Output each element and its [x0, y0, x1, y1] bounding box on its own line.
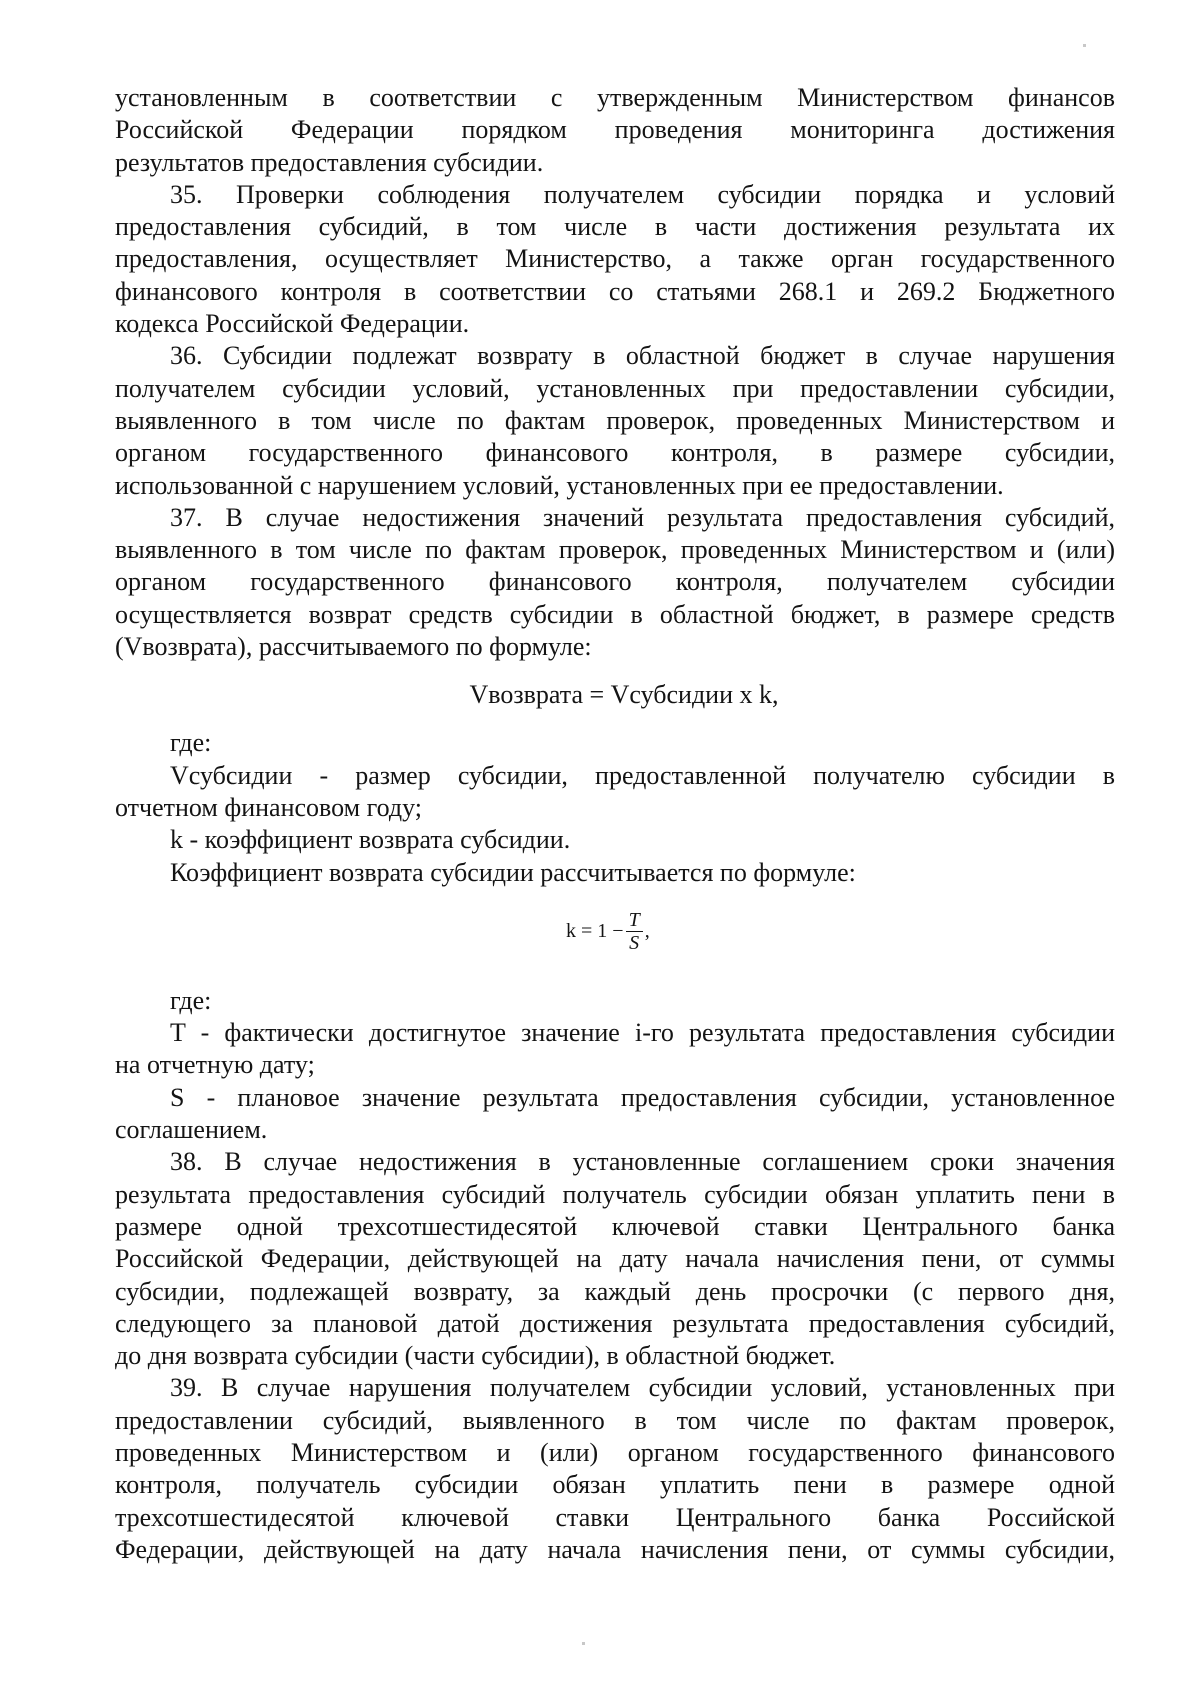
text-line: контроля, получатель субсидии обязан уплатить пени в размере одной: [115, 1470, 1115, 1500]
fraction-formula: [566, 909, 650, 954]
text-line: предоставления, осуществляет Министерство, а также орган государственного: [115, 244, 1115, 274]
text-line: соглашением.: [115, 1115, 268, 1145]
text-line: T - фактически достигнутое значение i-го результата предоставления субсидии: [170, 1018, 1115, 1048]
text-line: получателем субсидии условий, установленных при предоставлении субсидии,: [115, 373, 1115, 403]
text-line: кодекса Российской Федерации.: [115, 309, 470, 339]
text-line: осуществляется возврат средств субсидии в областной бюджет, в размере средств: [115, 599, 1115, 629]
fraction-denominator: S: [629, 931, 640, 954]
paragraph-39-start: 39. В случае нарушения получателем субсидии условий, установленных при: [170, 1373, 1115, 1403]
text-line: установленным в соответствии с утвержденным Министерством финансов: [115, 83, 1115, 112]
text-line: Федерации, действующей на дату начала начисления пени, от суммы субсидии,: [115, 1534, 1115, 1564]
where-label: где:: [170, 985, 212, 1015]
formula-v-return: Vвозврата = Vсубсидии x k,: [469, 680, 779, 710]
text-line: органом государственного финансового контроля, в размере субсидии,: [115, 438, 1115, 468]
fraction: [626, 909, 643, 954]
text-line: выявленного в том числе по фактам проверок, проведенных Министерством и (или): [115, 535, 1115, 565]
text-line: проведенных Министерством и (или) органом государственного финансового: [115, 1437, 1115, 1467]
text-line: результата предоставления субсидий получатель субсидии обязан уплатить пени в: [115, 1179, 1115, 1209]
paragraph-38-start: 38. В случае недостижения в установленные соглашением сроки значения: [170, 1147, 1115, 1177]
fraction-numerator: T: [626, 909, 643, 932]
paragraph-35-start: 35. Проверки соблюдения получателем субсидии порядка и условий: [170, 179, 1115, 209]
text-line: использованной с нарушением условий, установленных при ее предоставлении.: [115, 470, 1004, 500]
text-line: предоставления субсидий, в том числе в части достижения результата их: [115, 212, 1115, 242]
text-line: финансового контроля в соответствии со статьями 268.1 и 269.2 Бюджетного: [115, 276, 1115, 306]
scan-speck: [582, 1642, 585, 1645]
text-line: выявленного в том числе по фактам проверок, проведенных Министерством и: [115, 405, 1115, 435]
text-line: трехсотшестидесятой ключевой ставки Центрального банка Российской: [115, 1502, 1115, 1532]
text-line: k - коэффициент возврата субсидии.: [170, 825, 571, 855]
text-line: субсидии, подлежащей возврату, за каждый день просрочки (с первого дня,: [115, 1276, 1115, 1306]
text-line: отчетном финансовом году;: [115, 792, 422, 822]
text-line: S - плановое значение результата предоставления субсидии, установленное: [170, 1082, 1115, 1112]
text-line: Российской Федерации порядком проведения мониторинга достижения: [115, 115, 1115, 145]
text-line: на отчетную дату;: [115, 1050, 315, 1080]
paragraph-37-start: 37. В случае недостижения значений результата предоставления субсидий,: [170, 502, 1115, 532]
text-line: следующего за плановой датой достижения результата предоставления субсидий,: [115, 1308, 1115, 1338]
scan-speck: [1083, 44, 1086, 47]
paragraph-36-start: 36. Субсидии подлежат возврату в областной бюджет в случае нарушения: [170, 341, 1115, 371]
text-line: Российской Федерации, действующей на дату начала начисления пени, от суммы: [115, 1244, 1115, 1274]
text-line: результатов предоставления субсидии.: [115, 147, 544, 177]
text-line: до дня возврата субсидии (части субсидии), в областной бюджет.: [115, 1341, 836, 1371]
where-label: где:: [170, 728, 212, 758]
formula-tail: ,: [644, 920, 650, 943]
text-line: Коэффициент возврата субсидии рассчитывается по формуле:: [170, 857, 856, 887]
text-line: (Vвозврата), рассчитываемого по формуле:: [115, 632, 592, 662]
text-line: органом государственного финансового контроля, получателем субсидии: [115, 567, 1115, 597]
text-line: предоставлении субсидий, выявленного в том числе по фактам проверок,: [115, 1405, 1115, 1435]
formula-lhs: k = 1 −: [566, 920, 624, 943]
document-body: [115, 82, 1115, 1566]
text-line: размере одной трехсотшестидесятой ключевой ставки Центрального банка: [115, 1211, 1115, 1241]
formula-k-coefficient: [115, 889, 1115, 985]
text-line: Vсубсидии - размер субсидии, предоставленной получателю субсидии в: [170, 760, 1115, 790]
